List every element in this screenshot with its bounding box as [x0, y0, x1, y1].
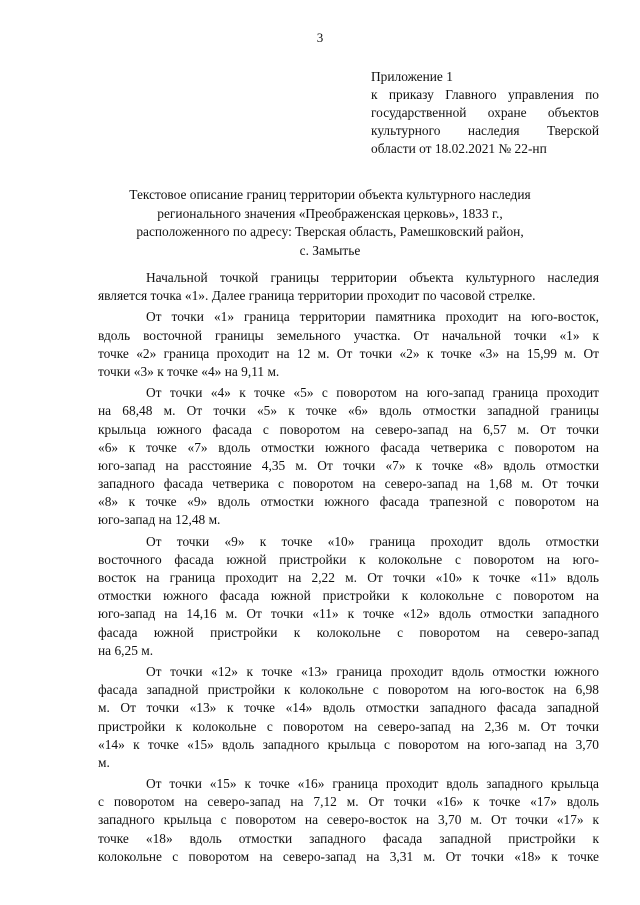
text-line: с поворотом на северо-запад на 7,12 м. От точки «16» к точке «17» вдоль: [98, 794, 599, 810]
appendix-line: государственной охране объектов: [371, 105, 599, 120]
text-line: От точки «1» граница территории памятника проходит на юго-восток,: [146, 309, 599, 325]
text-line: точке «2» граница проходит на 12 м. От точки «2» к точке «3» на 15,99 м. От: [98, 345, 599, 361]
text-line: м. От точки «13» к точке «14» вдоль отмостки западного фасада западной: [98, 700, 599, 716]
paragraph: [98, 663, 599, 772]
text-line: юго-запад на 12,48 м.: [98, 512, 221, 528]
text-line: От точки «9» к точке «10» граница проходит вдоль отмостки: [146, 533, 599, 549]
appendix-line: к приказу Главного управления по: [371, 87, 599, 102]
paragraph: [98, 308, 599, 381]
appendix-line: культурного наследия Тверской: [371, 123, 599, 138]
text-line: восток на граница проходит на 2,22 м. От точки «10» к точке «11» вдоль: [98, 570, 599, 585]
text-line: крыльца южного фасада с поворотом на северо-запад на 6,57 м. От точки: [98, 421, 599, 437]
document-body: [98, 269, 599, 869]
text-line: «6» к точке «7» вдоль отмостки южного фасада четверика с поворотом на: [98, 439, 599, 455]
text-line: западного фасада четверика с поворотом на северо-запад на 1,68 м. От точки: [98, 476, 599, 492]
paragraph: [98, 533, 599, 660]
text-line: точки «3» к точке «4» на 9,11 м.: [98, 363, 280, 379]
text-line: «14» к точке «15» вдоль западного крыльца с поворотом на юго-запад на 3,70: [98, 736, 599, 752]
paragraph: [98, 384, 599, 530]
text-line: м.: [98, 754, 110, 770]
document-title: [100, 186, 560, 260]
text-line: Начальной точкой границы территории объекта культурного наследия: [146, 270, 599, 285]
paragraph: [98, 775, 599, 866]
text-line: точке «18» вдоль отмостки западного фасада западной пристройки к: [98, 830, 599, 846]
text-line: юго-запад на расстояние 4,35 м. От точки «7» к точке «8» вдоль отмостки: [98, 457, 599, 473]
text-line: вдоль восточной границы земельного участка. От начальной точки «1» к: [98, 327, 599, 343]
text-line: колокольне с поворотом на северо-запад на 3,31 м. От точки «18» к точке: [98, 848, 599, 864]
text-line: фасада южной пристройки к колокольне с поворотом на северо-запад: [98, 624, 599, 640]
appendix-header: [371, 68, 599, 158]
text-line: пристройки к колокольне с поворотом на северо-запад на 2,36 м. От точки: [98, 718, 599, 734]
text-line: западного крыльца с поворотом на северо-восток на 3,70 м. От точки «17» к: [98, 812, 599, 828]
text-line: юго-запад на 14,16 м. От точки «11» к точке «12» вдоль отмостки западного: [98, 606, 599, 622]
text-line: «8» к точке «9» вдоль отмостки южного фасада трапезной с поворотом на: [98, 494, 599, 510]
text-line: От точки «4» к точке «5» с поворотом на юго-запад граница проходит: [146, 385, 599, 401]
text-line: От точки «15» к точке «16» граница проходит вдоль западного крыльца: [146, 776, 599, 792]
text-line: на 68,48 м. От точки «5» к точке «6» вдоль отмостки западной границы: [98, 403, 599, 419]
title-line: расположенного по адресу: Тверская область, Рамешковский район,: [136, 224, 524, 239]
page-number: 3: [316, 30, 324, 45]
text-line: отмостки южного фасада южной пристройки к колокольне с поворотом на: [98, 588, 599, 604]
text-line: фасада западной пристройки к колокольне с поворотом на юго-восток на 6,98: [98, 682, 599, 698]
text-line: восточного фасада южной пристройки к колокольне с поворотом на юго-: [98, 551, 599, 567]
text-line: на 6,25 м.: [98, 642, 154, 658]
title-line: Текстовое описание границ территории объекта культурного наследия: [129, 187, 531, 202]
text-line: является точка «1». Далее граница территории проходит по часовой стрелке.: [98, 288, 536, 304]
paragraph: [98, 269, 599, 305]
appendix-line: области от 18.02.2021 № 22-нп: [371, 141, 547, 156]
appendix-line: Приложение 1: [371, 69, 453, 84]
title-line: с. Замытье: [299, 242, 361, 258]
title-line: регионального значения «Преображенская церковь», 1833 г.,: [157, 205, 503, 221]
text-line: От точки «12» к точке «13» граница проходит вдоль отмостки южного: [146, 663, 599, 679]
